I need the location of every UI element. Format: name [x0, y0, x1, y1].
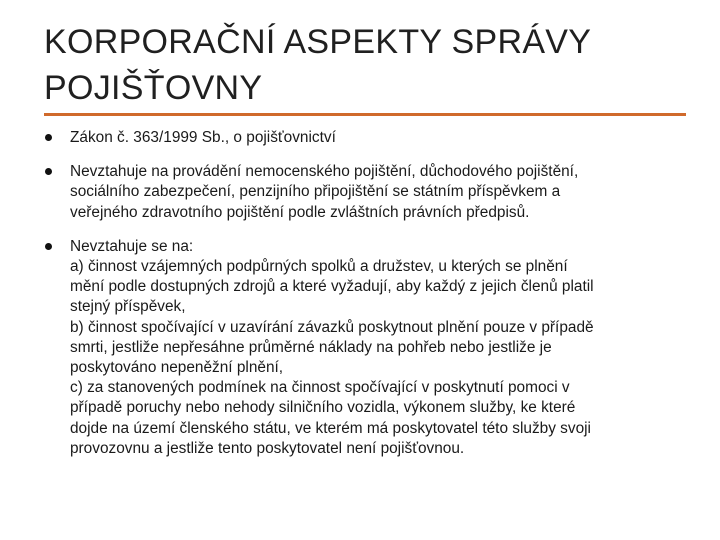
title-underline: [44, 113, 686, 116]
bullet-list: [44, 128, 684, 473]
bullet-icon: [44, 237, 70, 250]
bullet-text: Nevztahuje se na: a) činnost vzájemných podpůrných spolků a družstev, u kterých se plnění mění podle dostupných zdrojů a které vyžadují, aby každý z jejich členů platil stejný příspěvek, b) činnost spočívající v uzavírání závazků poskytnout plnění pouze v případě smrti, jestliže nepřesáhne průměrné náklady na pohřeb nebo jestliže je poskytováno nepeněžní plnění, c) za stanovených podmínek na činnost spočívající v poskytnutí pomoci v případě poruchy nebo nehody silničního vozidla, výkonem služby, ke které dojde na území členského státu, ve kterém má poskytovatel této služby svoji provozovnu a jestliže tento poskytovatel není pojišťovnou.: [70, 237, 594, 457]
bullet-icon: [44, 162, 70, 175]
slide-title: KORPORAČNÍ ASPEKTY SPRÁVY POJIŠŤOVNY: [44, 23, 592, 107]
list-item: [44, 237, 684, 459]
bullet-text: Zákon č. 363/1999 Sb., o pojišťovnictví: [70, 129, 336, 146]
list-item: [44, 162, 684, 223]
list-item: [44, 128, 684, 148]
bullet-text: Nevztahuje na provádění nemocenského pojištění, důchodového pojištění, sociálního zabezpečení, penzijního připojištění se státním příspěvkem a veřejného zdravotního pojištění podle zvláštních právních předpisů.: [70, 163, 579, 221]
bullet-icon: [44, 128, 70, 141]
